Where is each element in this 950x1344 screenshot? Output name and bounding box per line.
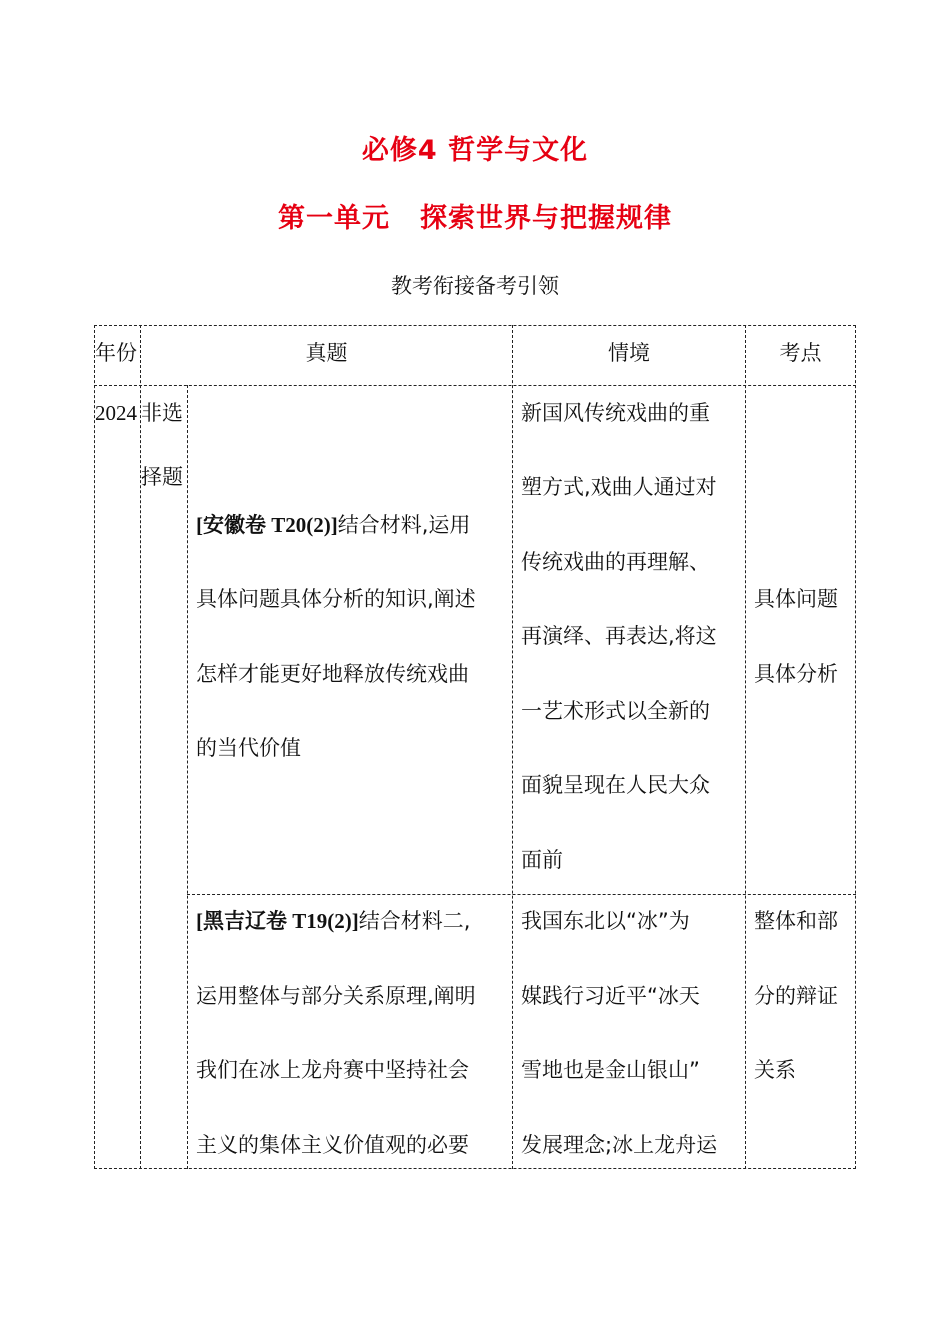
table-border-right <box>855 325 856 1169</box>
page-title: 必修4 哲学与文化 <box>361 135 589 166</box>
context-line: 发展理念;冰上龙舟运 <box>521 1133 718 1157</box>
point-line: 整体和部 <box>754 909 838 933</box>
context-line: 雪地也是金山银山” <box>521 1058 700 1082</box>
point-line: 具体问题 <box>754 587 838 611</box>
point-line: 关系 <box>754 1058 796 1082</box>
question-line: 怎样才能更好地释放传统戏曲 <box>196 662 469 686</box>
unit-label: 第一单元 <box>278 203 390 234</box>
header-question: 真题 <box>305 341 348 365</box>
context-line: 再演绎、再表达,将这 <box>521 624 717 648</box>
question-type-line2: 择题 <box>141 465 183 489</box>
table-col-divider-question <box>512 325 513 1169</box>
table-col-divider-context <box>745 325 746 1169</box>
question-text-1 <box>196 488 470 563</box>
question-tag: [黑吉辽卷 T19(2)] <box>196 909 359 933</box>
context-line: 媒践行习近平“冰天 <box>521 984 700 1008</box>
question-line: 我们在冰上龙舟赛中坚持社会 <box>196 1058 469 1082</box>
point-line: 具体分析 <box>754 662 838 686</box>
question-line: 运用整体与部分关系原理,阐明 <box>196 984 476 1008</box>
question-line: 的当代价值 <box>196 736 301 760</box>
year-cell: 2024 <box>95 401 137 425</box>
table-col-divider-type <box>187 385 188 1169</box>
context-line: 新国风传统戏曲的重 <box>521 401 710 425</box>
unit-name: 探索世界与把握规律 <box>420 203 672 234</box>
context-line: 我国东北以“冰”为 <box>521 909 690 933</box>
context-line: 一艺术形式以全新的 <box>521 699 710 723</box>
question-line: 结合材料,运用 <box>337 513 471 537</box>
context-line: 传统戏曲的再理解、 <box>521 550 710 574</box>
section-subtitle: 教考衔接备考引领 <box>391 274 559 298</box>
table-border-left <box>94 325 95 1169</box>
question-type-line1: 非选 <box>141 401 183 425</box>
question-line: 具体问题具体分析的知识,阐述 <box>196 587 476 611</box>
question-text-2 <box>196 884 470 959</box>
unit-title <box>0 196 950 235</box>
question-tag: [安徽卷 T20(2)] <box>196 513 338 537</box>
context-line: 面前 <box>521 848 563 872</box>
question-line: 结合材料二, <box>358 909 471 933</box>
header-point: 考点 <box>779 341 822 365</box>
context-line: 塑方式,戏曲人通过对 <box>521 475 717 499</box>
question-line: 主义的集体主义价值观的必要 <box>196 1133 469 1157</box>
header-context: 情境 <box>608 341 650 365</box>
header-year: 年份 <box>95 341 137 365</box>
point-line: 分的辩证 <box>754 984 838 1008</box>
context-line: 面貌呈现在人民大众 <box>521 773 710 797</box>
